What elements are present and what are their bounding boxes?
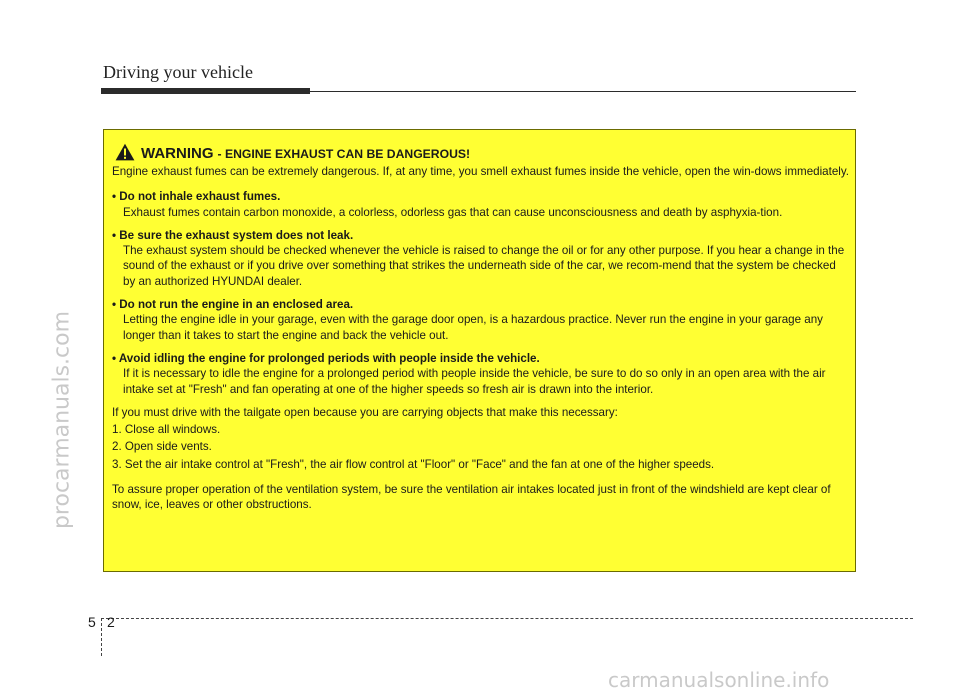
bullet-text: Exhaust fumes contain carbon monoxide, a colorless, odorless gas that can cause unconsciousness and death by asphyxia-tion. <box>123 205 783 219</box>
warning-word: WARNING <box>141 145 214 162</box>
list-item: 1. Close all windows. <box>112 423 221 437</box>
bottom-watermark: carmanualsonline.info <box>608 668 830 692</box>
bullet-item: • Do not run the engine in an enclosed area. Letting the engine idle in your garage, even with the garage door open, is a hazardous practice. Never run the engine in your garage any longer than it takes to start the engine and back the vehicle out. <box>112 297 851 343</box>
footer-rule <box>101 618 913 619</box>
warning-subtitle: - ENGINE EXHAUST CAN BE DANGEROUS! <box>217 147 471 161</box>
warning-intro: Engine exhaust fumes can be extremely dangerous. If, at any time, you smell exhaust fumes inside the vehicle, open the win-dows immediately. <box>112 165 850 178</box>
warning-closing: To assure proper operation of the ventilation system, be sure the ventilation air intakes located just in front of the windshield are kept clear of snow, ice, leaves or other obstructions. <box>112 483 831 512</box>
tailgate-instructions <box>112 405 851 472</box>
bullet-text: If it is necessary to idle the engine for a prolonged period with people inside the vehicle, be sure to do so only in an open area with the air intake set at "Fresh" and fan operating at one of the higher speeds so fresh air is drawn into the interior. <box>123 367 826 396</box>
list-item: 2. Open side vents. <box>112 440 212 454</box>
page-number: 2 <box>107 614 115 630</box>
bullet-text: Letting the engine idle in your garage, even with the garage door open, is a hazardous practice. Never run the engine in your garage any longer than it takes to start the engine and back the vehicle out. <box>123 313 823 342</box>
tailgate-intro: If you must drive with the tailgate open because you are carrying objects that make this necessary: <box>112 405 618 419</box>
header-rule <box>310 91 856 92</box>
bullet-heading: Do not inhale exhaust fumes. <box>119 190 281 204</box>
bullet-heading: Be sure the exhaust system does not leak. <box>119 228 354 242</box>
side-watermark: procarmanuals.com <box>49 310 75 530</box>
bullet-item: • Avoid idling the engine for prolonged periods with people inside the vehicle. If it is necessary to idle the engine for a prolonged period with people inside the vehicle, be sure to do so only in an open area with the air intake set at "Fresh" and fan operating at one of the higher speeds so fresh air is drawn into the interior. <box>112 351 851 397</box>
bullet-heading: Do not run the engine in an enclosed area. <box>119 298 354 312</box>
bullet-item: • Do not inhale exhaust fumes. Exhaust fumes contain carbon monoxide, a colorless, odorless gas that can cause unconsciousness and death by asphyxia-tion. <box>112 189 851 220</box>
bullet-text: The exhaust system should be checked whenever the vehicle is raised to change the oil or for any other purpose. If you hear a change in the sound of the exhaust or if you drive over something that strikes the underneath side of the car, we recom-mend that the system be checked by an authorized HYUNDAI dealer. <box>123 244 845 288</box>
list-item: 3. Set the air intake control at "Fresh", the air flow control at "Floor" or "Face" and the fan at one of the higher speeds. <box>112 457 715 471</box>
footer-divider <box>101 618 102 656</box>
header-accent-bar <box>101 88 310 94</box>
warning-heading <box>112 140 851 162</box>
chapter-number: 5 <box>88 614 96 630</box>
bullet-heading: Avoid idling the engine for prolonged periods with people inside the vehicle. <box>118 351 540 365</box>
bullet-item: • Be sure the exhaust system does not leak. The exhaust system should be checked whenever the vehicle is raised to change the oil or for any other purpose. If you hear a change in the sound of the exhaust or if you drive over something that strikes the underneath side of the car, we recom-mend that the system be checked by an authorized HYUNDAI dealer. <box>112 228 851 289</box>
warning-box <box>103 129 856 572</box>
page-header-title: Driving your vehicle <box>103 62 253 82</box>
warning-triangle-icon <box>115 143 135 161</box>
